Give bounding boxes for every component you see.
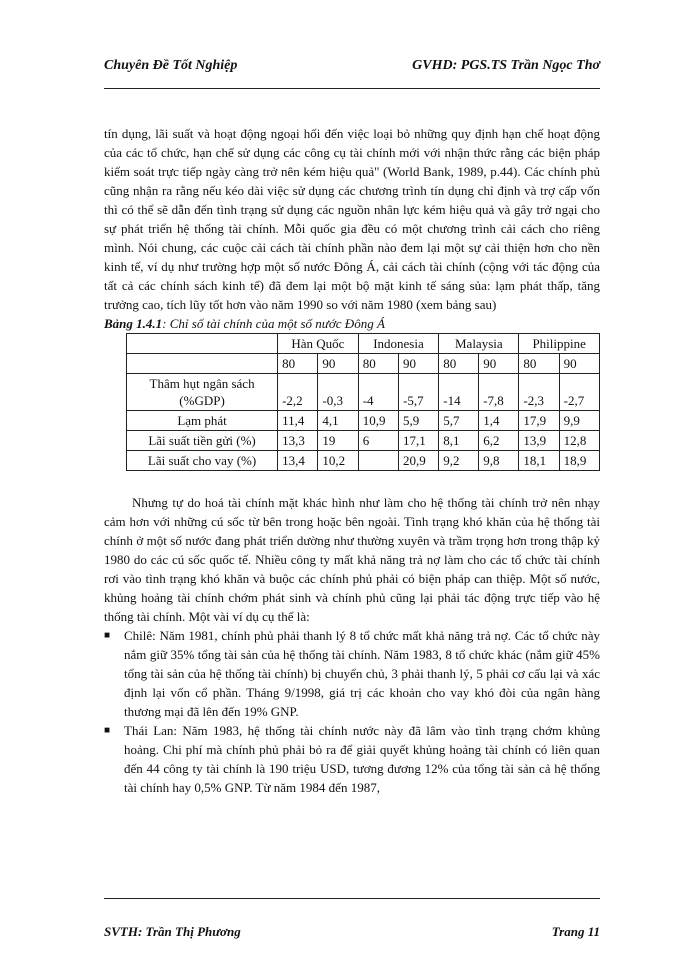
table-cell: -2,2 [278,374,318,411]
table-cell: 6,2 [479,431,519,451]
country-header: Hàn Quốc [278,334,359,354]
list-item [104,721,600,797]
table-corner-cell [127,354,278,374]
year-header: 90 [318,354,358,374]
table-cell: 18,1 [519,451,559,471]
financial-indicators-table [126,333,600,471]
row-label: Lãi suất tiền gửi (%) [127,431,278,451]
country-header: Philippine [519,334,600,354]
table-cell: 17,9 [519,411,559,431]
page-footer [104,924,600,940]
row-label: Lãi suất cho vay (%) [127,451,278,471]
table-cell: 9,2 [439,451,479,471]
table-cell: 17,1 [398,431,438,451]
bullet-square-icon: ■ [104,630,111,641]
footer-author: SVTH: Trần Thị Phương [104,924,241,939]
table-caption-text: : Chỉ số tài chính của một số nước Đông Á [162,316,385,331]
table-corner-cell [127,334,278,354]
table-cell: -5,7 [398,374,438,411]
table-cell: 8,1 [439,431,479,451]
table-cell: 5,9 [398,411,438,431]
footer-rule [104,898,600,899]
table-cell: 10,2 [318,451,358,471]
list-item [104,626,600,721]
table-cell: 19 [318,431,358,451]
table-cell: 18,9 [559,451,599,471]
table-cell: 4,1 [318,411,358,431]
table-cell: 20,9 [398,451,438,471]
table-cell: -14 [439,374,479,411]
year-header: 80 [519,354,559,374]
table-cell: 10,9 [358,411,398,431]
table-cell: 9,9 [559,411,599,431]
table-cell: 1,4 [479,411,519,431]
page-number: Trang 11 [551,924,600,939]
year-header: 90 [559,354,599,374]
header-advisor: GVHD: PGS.TS Trần Ngọc Thơ [412,58,600,73]
header-rule [104,88,600,89]
table-cell: 6 [358,431,398,451]
table-cell: 11,4 [278,411,318,431]
table-row [127,374,600,411]
table-year-row [127,354,600,374]
table-row [127,411,600,431]
country-header: Malaysia [439,334,519,354]
table-cell: 13,4 [278,451,318,471]
year-header: 90 [479,354,519,374]
table-caption-number: Bảng 1.4.1 [104,316,163,331]
year-header: 80 [439,354,479,374]
table-cell: 13,3 [278,431,318,451]
year-header: 90 [398,354,438,374]
year-header: 80 [358,354,398,374]
paragraph-liberalization: Nhưng tự do hoá tài chính mặt khác hình như làm cho hệ thống tài chính trở nên nhạy cảm hơn với những cú sốc từ bên trong hoặc bên ngoài. Tình trạng khó khăn của hệ thống tài chính ở một số nước đang phát triển dường như thường xuyên và trầm trọng hơn trong thập kỷ 1980 do các cú sốc quốc tế. Nhiều công ty mất khả năng trả nợ làm cho các tổ chức tài chính rơi vào tình trạng khó khăn và buộc các chính phủ phải có biện pháp can thiệp. Một số nước, khủng hoảng tài chính chớm phát sinh và chính phủ cũng lại phải tác động trực tiếp vào hệ thống tài chính. Một vài ví dụ cụ thể là: [104,495,600,624]
paragraph-intro: tín dụng, lãi suất và hoạt động ngoại hối đến việc loại bỏ những quy định hạn chế hoạt động của các tổ chức, hạn chế sử dụng các công cụ tài chính mới với nhận thức rằng các biện pháp kiểm soát trực tiếp ngày càng trở nên kém hiệu quả" (World Bank, 1989, p.44). Các chính phủ cũng nhận ra rằng nếu kéo dài việc sử dụng các chương trình tín dụng chỉ định và trợ cấp vốn thì có thể sẽ dẫn đến tình trạng sử dụng các nguồn nhân lực kém hiệu quả và gây trở ngại cho sự phát triển hệ thống tài chính. Mỗi quốc gia đều có một chương trình cải cách cho riêng mình. Nói chung, các cuộc cải cách tài chính phần nào đem lại một sự cải thiện hơn cho nền kinh tế, ví dụ như trường hợp một số nước Đông Á, cải cách tài chính (cộng với tác động của tất cả các chính sách kinh tế) đã đem lại một bộ mặt kinh tế sáng sủa: lạm phát thấp, tăng trưởng cao, tích lũy tốt hơn vào năm 1990 so với năm 1980 (xem bảng sau) [104,126,600,312]
table-cell: -0,3 [318,374,358,411]
bullet-square-icon: ■ [104,725,111,736]
table-cell: -2,7 [559,374,599,411]
list-item-text: Thái Lan: Năm 1983, hệ thống tài chính nước này đã lâm vào tình trạng chớm khủng hoảng. Chi phí mà chính phủ phải bỏ ra để giải quyết khủng hoảng tài chính có liên quan đến 44 công ty tài chính là 190 triệu USD, tương đương 12% của tổng tài sản cả hệ thống tài chính hay 0,5% GNP. Từ năm 1984 đến 1987, [124,723,600,795]
table-caption [104,314,600,333]
page-header [104,58,600,74]
country-header: Indonesia [358,334,439,354]
table-cell: 9,8 [479,451,519,471]
year-header: 80 [278,354,318,374]
table-country-row [127,334,600,354]
table-row [127,451,600,471]
table-cell: 13,9 [519,431,559,451]
table-cell: -7,8 [479,374,519,411]
header-title: Chuyên Đề Tốt Nghiệp [104,58,238,73]
table-row [127,431,600,451]
row-label: Lạm phát [127,411,278,431]
table-cell: 12,8 [559,431,599,451]
row-label: Thâm hụt ngân sách (%GDP) [127,374,278,411]
table-cell: -2,3 [519,374,559,411]
page-content [104,124,600,797]
list-item-text: Chilê: Năm 1981, chính phủ phải thanh lý 8 tổ chức mất khả năng trả nợ. Các tổ chức này nắm giữ 35% tổng tài sản của hệ thống tài chính. Năm 1983, 8 tổ chức khác (nắm giữ 45% tổng tài sản của hệ thống tài chính) bị chuyển chủ, 3 phải thanh lý, 5 phải cơ cấu lại và xác định lại vốn cổ phần. Tháng 9/1998, giá trị các khoản cho vay khó đòi của ngân hàng thương mại đã lên đến 19% GNP. [124,628,600,719]
table-cell: -4 [358,374,398,411]
table-cell: 5,7 [439,411,479,431]
table-cell [358,451,398,471]
examples-list [104,626,600,797]
